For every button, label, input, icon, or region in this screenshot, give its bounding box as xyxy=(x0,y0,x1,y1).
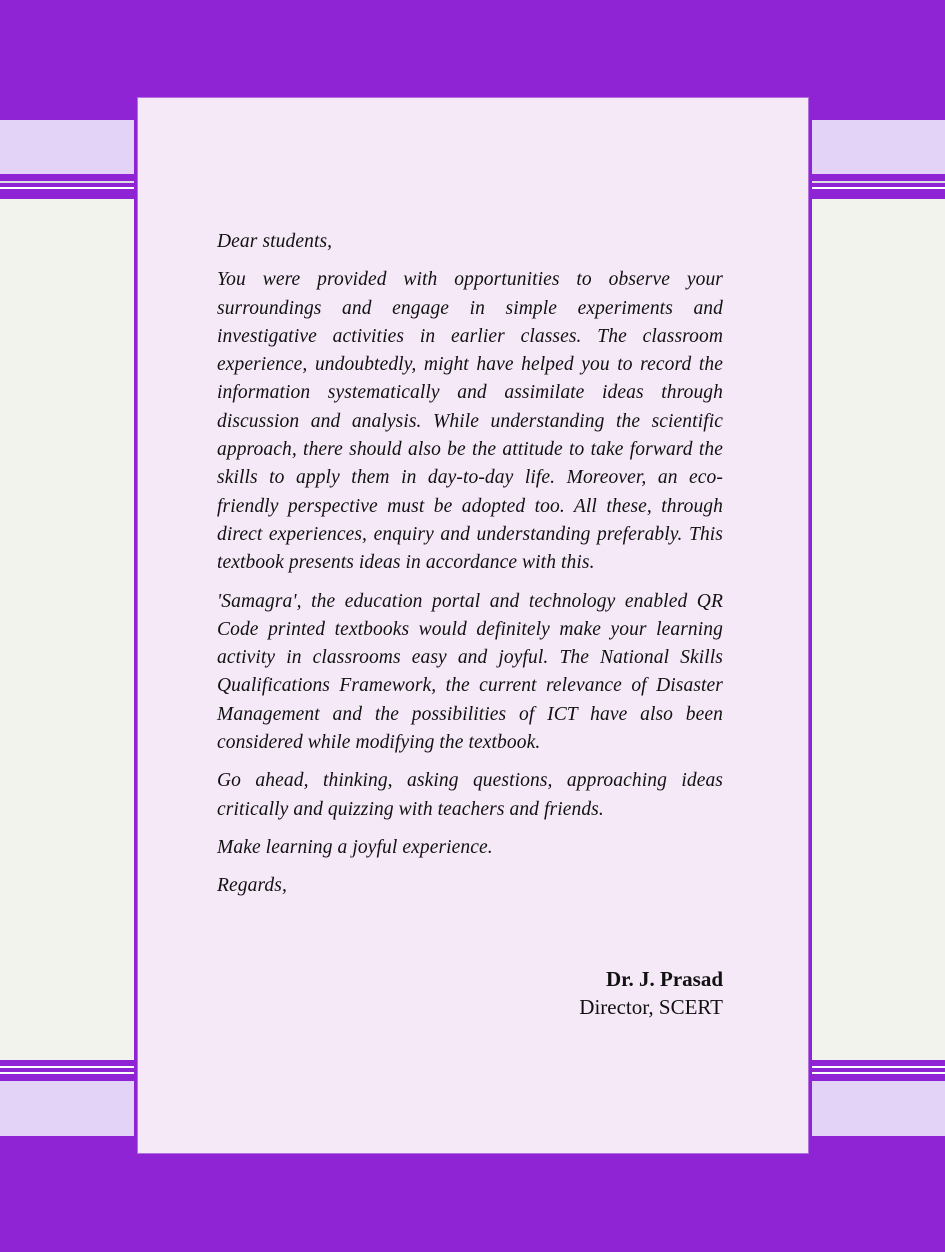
letter-body xyxy=(217,228,723,911)
signatory-name: Dr. J. Prasad xyxy=(605,967,723,991)
paragraph: Make learning a joyful experience. xyxy=(217,836,493,858)
right-side-panel xyxy=(812,199,945,1060)
left-bottom-line xyxy=(0,1066,134,1068)
signature-block xyxy=(579,965,723,1021)
signatory-title: Director, SCERT xyxy=(579,995,723,1019)
left-bottom-line-2 xyxy=(0,1072,134,1074)
right-bottom-lavender-band xyxy=(812,1081,945,1136)
right-bottom-line-2 xyxy=(812,1072,945,1074)
right-top-line xyxy=(812,181,945,183)
left-top-lavender-band xyxy=(0,120,134,174)
right-top-lavender-band xyxy=(812,120,945,174)
closing: Regards, xyxy=(217,875,287,897)
paragraph: You were provided with opportunities to observe your surroundings and engage in simple experiments and investigative activities in earlier classes. The classroom experience, undoubtedly, might have helped you to record the information systematically and assimilate ideas through discussion and analysis. While understanding the scientific approach, there should also be the attitude to take forward the skills to apply them in day-to-day life. Moreover, an eco-friendly perspective must be adopted too. All these, through direct experiences, enquiry and understanding preferably. This textbook presents ideas in accordance with this. xyxy=(217,269,723,574)
left-side-panel xyxy=(0,199,134,1060)
left-top-line-2 xyxy=(0,187,134,189)
left-bottom-lavender-band xyxy=(0,1081,134,1136)
right-bottom-line xyxy=(812,1066,945,1068)
right-top-line-2 xyxy=(812,187,945,189)
salutation: Dear students, xyxy=(217,231,333,252)
paragraph: 'Samagra', the education portal and technology enabled QR Code printed textbooks would definitely make your learning activity in classrooms easy and joyful. The National Skills Qualifications Framework, the current relevance of Disaster Management and the possibilities of ICT have also been considered while modifying the textbook. xyxy=(217,590,723,754)
left-top-line xyxy=(0,181,134,183)
letter-page xyxy=(137,97,809,1154)
paragraph: Go ahead, thinking, asking questions, approaching ideas critically and quizzing with teachers and friends. xyxy=(217,770,723,820)
